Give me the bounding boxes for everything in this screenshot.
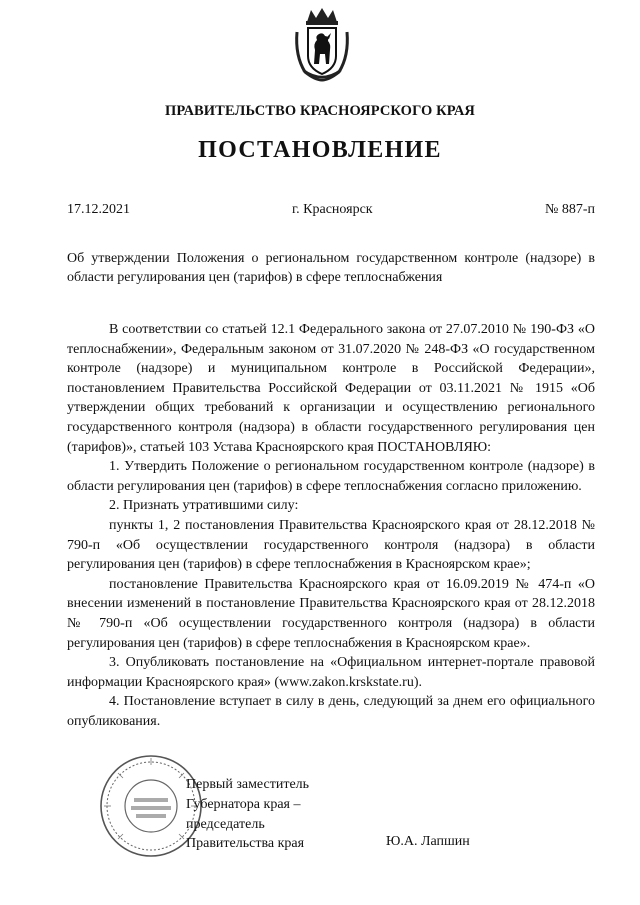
signer-title-line-1: Первый заместитель — [186, 777, 310, 792]
signature-block — [186, 775, 309, 854]
item-3-paragraph: 3. Опубликовать постановление на «Официальном интернет-портале правовой информации Красноярского края» (www.zakon.krskstate.ru). — [67, 655, 595, 690]
signer-title-line-4: Правительства края — [186, 836, 305, 852]
item-4-paragraph: 4. Постановление вступает в силу в день, следующий за днем его официального опубликования. — [67, 694, 595, 729]
document-type-title: ПОСТАНОВЛЕНИЕ — [198, 137, 442, 163]
item-2-sub-1-paragraph: пункты 1, 2 постановления Правительства Красноярского края от 28.12.2018 № 790-п «Об осуществлении государственного контроля (надзора) в области регулирования цен (тарифов) в сфере теплоснабжения в Красноярском крае»; — [67, 517, 595, 573]
signer-name: Ю.А. Лапшин — [386, 834, 470, 849]
coat-of-arms-icon — [293, 6, 351, 82]
item-1-paragraph: 1. Утвердить Положение о региональном государственном контроле (надзоре) в области регулирования цен (тарифов) в сфере теплоснабжения согласно приложению. — [67, 459, 595, 494]
item-2-paragraph: 2. Признать утратившими силу: — [109, 498, 299, 514]
signer-title-line-2: Губернатора края – — [186, 796, 301, 812]
document-city: г. Красноярск — [292, 202, 373, 217]
item-2-sub-2-paragraph: постановление Правительства Красноярского края от 16.09.2019 № 474-п «О внесении изменений в постановление Правительства Красноярского края от 28.12.2018 № 790-п «Об осуществлении государственного контроля (надзора) в области регулирования цен (тарифов) в сфере теплоснабжения в Красноярском крае». — [67, 576, 595, 651]
document-number: № 887-п — [544, 202, 595, 217]
preamble-paragraph: В соответствии со статьей 12.1 Федерального закона от 27.07.2010 № 190-ФЗ «О теплоснабжении», Федеральным законом от 31.07.2020 № 248-ФЗ «О государственном контроле (надзоре) и муниципальном контроле в Российской Федерации», постановлением Правительства Российской Федерации от 03.11.2021 № 1915 «Об утверждении общих требований к организации и осуществлению регионального государственного контроля (надзора) в области государственного регулирования цен (тарифов)», статьей 103 Устава Красноярского края ПОСТАНОВЛЯЮ: — [67, 322, 595, 455]
document-subject: Об утверждении Положения о региональном государственном контроле (надзоре) в области регулирования цен (тарифов) в сфере теплоснабжения — [67, 251, 595, 285]
document-date: 17.12.2021 — [67, 202, 130, 217]
document-body — [67, 320, 595, 731]
signer-title-line-3: председатель — [186, 816, 265, 832]
government-title: ПРАВИТЕЛЬСТВО КРАСНОЯРСКОГО КРАЯ — [164, 103, 475, 119]
